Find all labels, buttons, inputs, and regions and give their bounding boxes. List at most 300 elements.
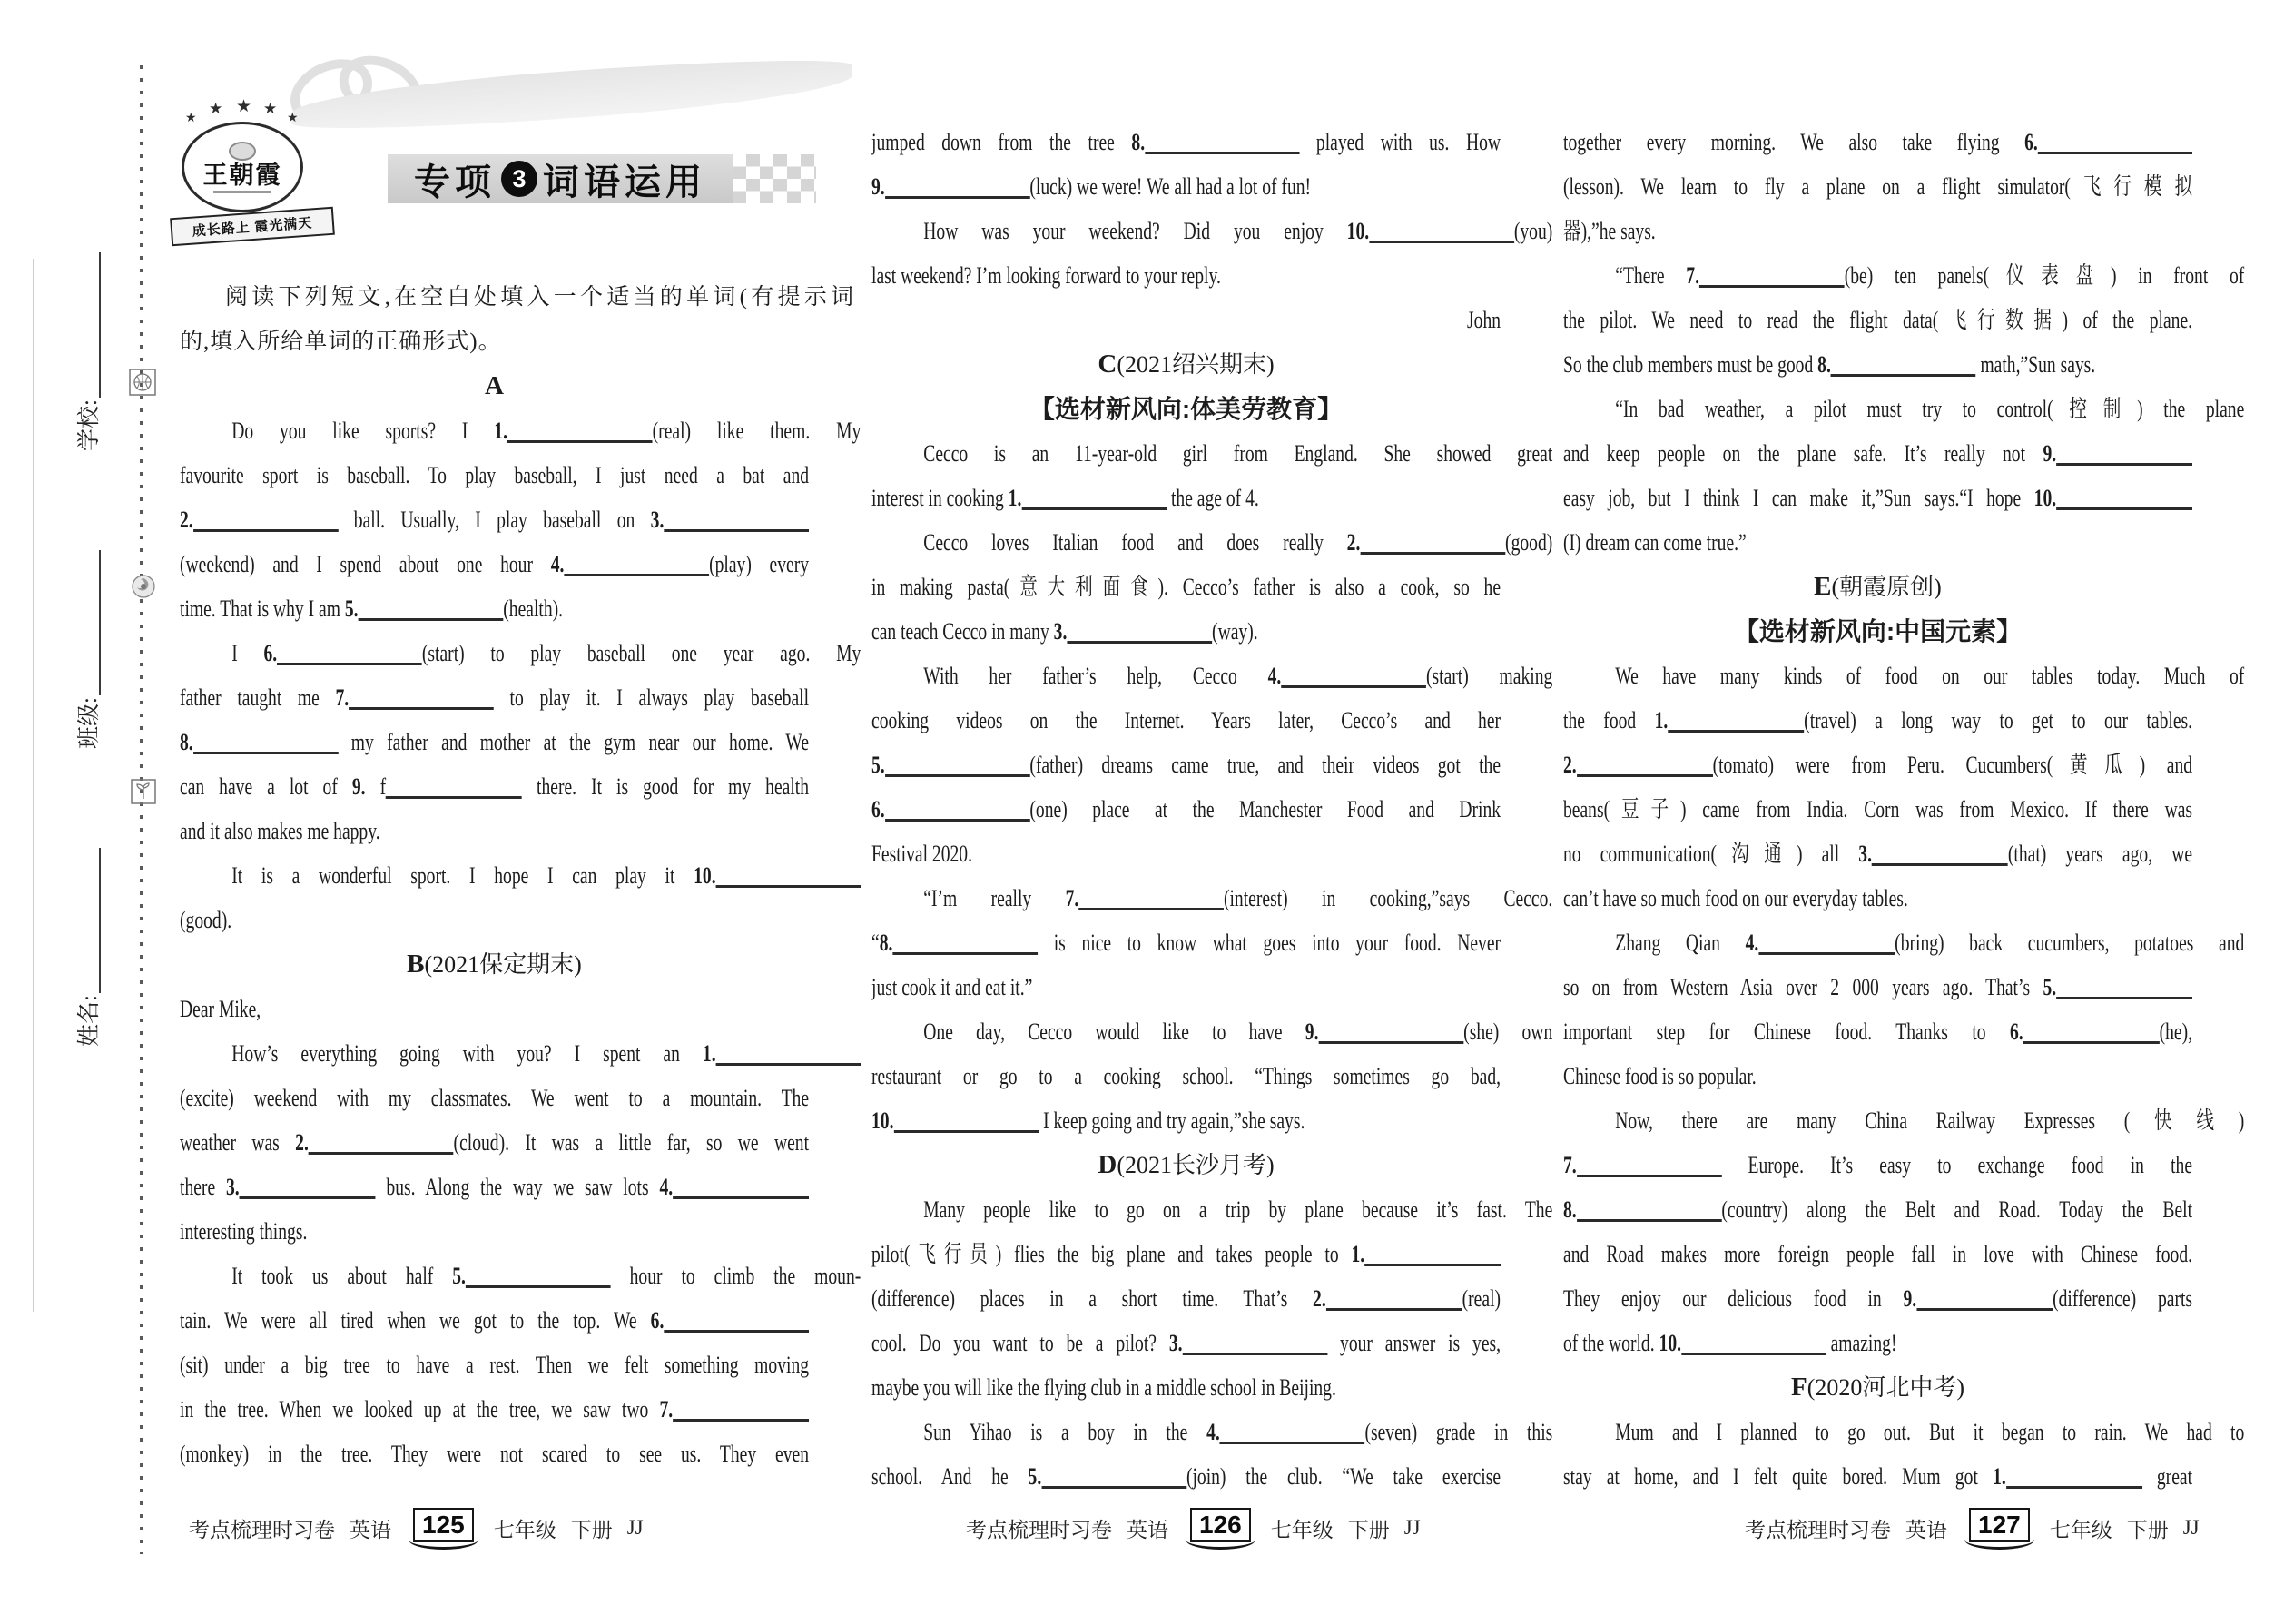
text-run: I keep going and try again,”she says. [1039, 1107, 1305, 1134]
text-run: Festival 2020. [871, 841, 972, 867]
text-line [180, 1298, 809, 1343]
text-run: tain. We were all tired when we got to the top. We [180, 1307, 651, 1334]
text-run: Now, there are many China Railway Expresses (快线) [1615, 1107, 2245, 1134]
text-run: (join) the club. “We take exercise [1186, 1463, 1501, 1490]
footer-volume: 下册 [570, 1518, 613, 1541]
answer-blank [1668, 727, 1804, 733]
answer-blank [1067, 638, 1212, 644]
question-number: 6. [2010, 1019, 2023, 1045]
logo-slogan-ribbon: 成长路上 霞光满天 [170, 207, 335, 246]
footer-series: 考点梳理时习卷 [1745, 1518, 1891, 1541]
question-number: D [1098, 1150, 1117, 1179]
answer-blank [1281, 683, 1426, 688]
text-line [871, 609, 1501, 654]
text-run: and Road makes more foreign people fall in love with Chinese food. [1563, 1241, 2193, 1267]
footer-edition-code: JJ [2182, 1516, 2200, 1539]
school-write-line [97, 252, 101, 398]
question-number: 5. [452, 1263, 466, 1289]
answer-blank [240, 1194, 376, 1199]
text-run: (bring) back cucumbers, potatoes and [1895, 930, 2245, 956]
text-line [1563, 1098, 2244, 1143]
text-line [871, 1321, 1501, 1365]
text-run: It took us about half [231, 1263, 453, 1289]
text-run: maybe you will like the flying club in a middle school in Beijing. [871, 1374, 1336, 1401]
text-run: (real) [1462, 1285, 1501, 1312]
footer-volume: 下册 [1347, 1518, 1390, 1541]
answer-blank [1577, 1216, 1722, 1222]
basketball-stamp-icon [129, 369, 156, 396]
text-run: So the club members must be good [1563, 351, 1818, 378]
text-line [871, 476, 1501, 520]
text-line [871, 1276, 1501, 1321]
question-number: 8. [1131, 129, 1146, 155]
text-line [1563, 920, 2244, 965]
text-run: How was your weekend? Did you enjoy [923, 218, 1347, 244]
text-run: pilot(飞行员) flies the big plane and takes people to [871, 1241, 1352, 1267]
text-line [1563, 832, 2192, 876]
text-line [871, 1054, 1501, 1098]
name-write-line [97, 848, 101, 993]
text-run: (health). [503, 595, 564, 622]
text-line [180, 1165, 809, 1209]
question-number: 7. [1686, 262, 1700, 289]
answer-blank [1360, 549, 1505, 555]
answer-blank [1577, 772, 1713, 777]
text-run: of the world. [1563, 1330, 1659, 1356]
text-run: (good). [180, 907, 232, 933]
text-run: (I) dream can come true.” [1563, 529, 1747, 556]
text-line [1563, 743, 2192, 787]
text-line [871, 164, 1501, 209]
text-line [1563, 298, 2192, 342]
text-line [1563, 609, 2192, 654]
text-run: (start) to play baseball one year ago. My [421, 640, 861, 666]
binding-dotted-line [140, 65, 143, 1554]
text-run: (excite) weekend with my classmates. We went to a mountain. The [180, 1085, 810, 1111]
text-run: (father) dreams came true, and their videos got the [1029, 752, 1501, 778]
text-run: favourite sport is baseball. To play baseball, I just need a bat and [180, 462, 810, 488]
text-run: the food [1563, 707, 1655, 733]
question-number: 2. [1346, 529, 1361, 556]
text-line [180, 275, 854, 320]
text-run: stay at home, and I felt quite bored. Mum got [1563, 1463, 1994, 1490]
text-line [180, 497, 809, 542]
text-run: I [231, 640, 264, 666]
footer-subject: 英语 [350, 1518, 391, 1541]
answer-blank [1183, 1350, 1328, 1355]
text-run: (you) [1513, 218, 1553, 244]
answer-blank [1021, 505, 1167, 510]
text-run: (travel) a long way to get to our tables. [1804, 707, 2193, 733]
footer-volume: 下册 [2126, 1518, 2169, 1541]
text-run: (tomato) were from Peru. Cucumbers(黄瓜) and [1712, 752, 2193, 778]
question-number: 3. [225, 1174, 240, 1200]
text-line [871, 965, 1501, 1009]
question-number: 10. [1346, 218, 1370, 244]
text-line [180, 1120, 809, 1165]
question-number: 8. [1563, 1196, 1577, 1223]
text-line [180, 408, 861, 453]
text-line [871, 1098, 1501, 1143]
text-run: “ [871, 930, 880, 956]
text-run: important step for Chinese food. Thanks to [1563, 1019, 2011, 1045]
question-number: C [1098, 349, 1117, 379]
text-run: (that) years ago, we [2007, 841, 2193, 867]
answer-blank [664, 527, 809, 532]
question-number: 2. [180, 507, 193, 533]
text-run: (2021保定期末) [424, 951, 582, 978]
text-line [180, 631, 861, 675]
text-run: in making pasta(意大利面食). Cecco’s father is also a cook, so he [871, 574, 1501, 600]
page-edge-line [33, 259, 34, 1312]
page-number-badge: 127 [1969, 1508, 2030, 1542]
text-run: Many people like to go on a trip by plane because it’s fast. The [923, 1196, 1553, 1223]
text-line [180, 720, 809, 764]
text-line [180, 675, 809, 720]
footer-subject: 英语 [1127, 1518, 1168, 1541]
answer-blank [507, 438, 653, 443]
text-run: (she) own [1463, 1019, 1553, 1045]
text-run: easy job, but I think I can make it,”Sun says.“I hope [1563, 485, 2034, 511]
text-line [180, 1432, 809, 1476]
publisher-logo [172, 94, 327, 240]
section-title-suffix: 词语运用 [543, 162, 706, 202]
text-line [871, 387, 1501, 431]
text-run: great [2141, 1463, 2193, 1490]
answer-blank [277, 660, 422, 665]
text-line [1563, 1009, 2192, 1054]
text-line [1563, 1187, 2192, 1232]
answer-blank [193, 527, 339, 532]
text-line [180, 809, 809, 853]
answer-blank [885, 193, 1030, 199]
question-number: E [1814, 572, 1832, 601]
logo-star-icon [236, 96, 251, 116]
answer-blank [673, 1416, 809, 1422]
question-number: 10. [694, 862, 716, 889]
text-run: John [1467, 307, 1501, 333]
section-title-banner [388, 154, 816, 203]
text-line [1563, 1410, 2244, 1454]
text-line [1563, 387, 2244, 431]
text-run: (weekend) and I spend about one hour [180, 551, 551, 577]
text-line [1563, 476, 2192, 520]
text-run: (real) like them. My [652, 418, 861, 444]
text-run: “I’m really [923, 885, 1066, 911]
text-line [871, 876, 1552, 920]
footer-grade: 七年级 [1270, 1518, 1334, 1541]
text-run: It is a wonderful sport. I hope I can play it [231, 862, 694, 889]
text-run: Dear Mike, [180, 996, 261, 1022]
answer-blank [2056, 460, 2192, 466]
text-run: there. It is good for my health [522, 773, 810, 800]
question-number: 9. [1903, 1285, 1917, 1312]
text-line [1563, 209, 2192, 253]
text-line [180, 320, 809, 364]
question-number: 2. [1313, 1285, 1326, 1312]
text-run: (sit) under a big tree to have a rest. Then we felt something moving [180, 1352, 810, 1378]
text-run: so on from Western Asia over 2 000 years ago. That’s [1563, 974, 2043, 1000]
text-run: (luck) we were! We all had a lot of fun! [1029, 173, 1312, 200]
question-number: 7. [659, 1396, 674, 1422]
question-number: 1. [494, 418, 507, 444]
text-line [180, 1343, 809, 1387]
text-line [1563, 876, 2192, 920]
question-number: 7. [335, 684, 350, 711]
answer-blank [1916, 1305, 2053, 1311]
answer-blank [673, 1194, 809, 1199]
text-run: Zhang Qian [1615, 930, 1746, 956]
text-line [1563, 120, 2192, 164]
text-run: (cloud). It was a little far, so we went [453, 1129, 810, 1156]
question-number: 10. [871, 1107, 894, 1134]
text-run: my father and mother at the gym near our home. We [338, 729, 810, 755]
text-run: 阅读下列短文,在空白处填入一个适当的单词(有提示词 [225, 285, 854, 310]
text-run: last weekend? I’m looking forward to your reply. [871, 262, 1221, 289]
text-line [1563, 1143, 2192, 1187]
text-run: (way). [1212, 618, 1258, 645]
text-run: (lesson). We learn to fly a plane on a flight simulator(飞行模拟 [1563, 173, 2193, 200]
question-number: 7. [1563, 1152, 1577, 1178]
text-run: interesting things. [180, 1218, 308, 1245]
text-line [1563, 698, 2192, 743]
text-run: weather was [180, 1129, 296, 1156]
question-number: 5. [2043, 974, 2057, 1000]
text-line [1563, 965, 2192, 1009]
text-line [1563, 1321, 2192, 1365]
text-run: bus. Along the way we saw lots [375, 1174, 660, 1200]
text-run: cooking videos on the Internet. Years later, Cecco’s and her [871, 707, 1501, 733]
text-line [1563, 1365, 2192, 1410]
text-run: (difference) places in a short time. That’s [871, 1285, 1314, 1312]
text-line [871, 1454, 1501, 1499]
question-number: 3. [1858, 841, 1872, 867]
question-number: 4. [550, 551, 565, 577]
text-run: 的,填入所给单词的正确形式)。 [180, 330, 502, 354]
text-line [180, 542, 809, 586]
text-run: (2021长沙月考) [1117, 1152, 1275, 1178]
answer-blank [193, 749, 339, 754]
text-run: ball. Usually, I play baseball on [338, 507, 651, 533]
text-run: Europe. It’s easy to exchange food in the [1721, 1152, 2193, 1178]
section-number-badge: 3 [501, 161, 537, 197]
text-line [1563, 1054, 2192, 1098]
text-line [180, 1254, 861, 1298]
text-run: your answer is yes, [1327, 1330, 1501, 1356]
answer-blank [466, 1283, 611, 1288]
answer-blank [2056, 994, 2192, 999]
question-number: 3. [650, 507, 665, 533]
text-line [180, 453, 809, 497]
question-number: 3. [1168, 1330, 1183, 1356]
text-line [180, 764, 809, 809]
question-number: 1. [702, 1040, 716, 1067]
answer-blank [1369, 238, 1514, 243]
question-number: 7. [1065, 885, 1079, 911]
answer-blank [664, 1327, 809, 1333]
answer-blank [1326, 1305, 1462, 1311]
question-number: 1. [1993, 1463, 2006, 1490]
answer-blank [1758, 950, 1895, 955]
answer-blank [1699, 282, 1845, 288]
text-line [1563, 1276, 2192, 1321]
text-run: just cook it and eat it.” [871, 974, 1033, 1000]
text-run: cool. Do you want to be a pilot? [871, 1330, 1169, 1356]
question-number: F [1790, 1373, 1807, 1402]
question-number: 9. [351, 773, 366, 800]
text-line [871, 209, 1552, 253]
text-line [871, 698, 1501, 743]
text-run: (start) making [1425, 663, 1553, 689]
text-run: Mum and I planned to go out. But it began to rain. We had to [1615, 1419, 2245, 1445]
text-run: and it also makes me happy. [180, 818, 380, 844]
question-number: 9. [2043, 440, 2057, 467]
text-run: played with us. How [1299, 129, 1501, 155]
answer-blank [309, 1149, 454, 1155]
text-run: (country) along the Belt and Road. Today the Belt [1721, 1196, 2193, 1223]
text-run: father taught me [180, 684, 336, 711]
text-line [871, 654, 1552, 698]
logo-brand-name: 王朝霞 [202, 161, 282, 189]
question-number: 10. [1659, 1330, 1682, 1356]
text-run: With her father’s help, Cecco [923, 663, 1268, 689]
text-run: school. And he [871, 1463, 1029, 1490]
text-run: interest in cooking [871, 485, 1009, 511]
footer-subject: 英语 [1905, 1518, 1947, 1541]
text-run: “There [1615, 262, 1687, 289]
text-run: (2020河北中考) [1807, 1374, 1965, 1401]
text-line [871, 520, 1552, 565]
question-number: B [407, 950, 425, 979]
class-label: 班级: [77, 697, 102, 749]
page-number-badge: 125 [413, 1508, 474, 1542]
text-line [180, 1209, 809, 1254]
answer-blank [2023, 1038, 2160, 1044]
logo-seal-circle [182, 122, 303, 212]
text-run: (monkey) in the tree. They were not scared to see us. They even [180, 1441, 810, 1467]
text-line [1563, 654, 2244, 698]
question-number: 2. [1563, 752, 1577, 778]
text-run: (good) [1505, 529, 1553, 556]
text-run: can teach Cecco in many [871, 618, 1054, 645]
text-run: beans(豆子) came from India. Corn was from Mexico. If there was [1563, 796, 2193, 822]
answer-blank [1318, 1038, 1463, 1044]
footer-edition-code: JJ [626, 1516, 644, 1539]
question-number: 8. [1817, 351, 1831, 378]
question-number: 4. [1206, 1419, 1220, 1445]
text-line [180, 1387, 809, 1432]
answer-blank [2038, 149, 2192, 154]
text-run: f [365, 773, 387, 800]
text-line [180, 942, 809, 987]
text-run: Do you like sports? I [231, 418, 495, 444]
text-run: One day, Cecco would like to have [923, 1019, 1305, 1045]
text-line [1563, 164, 2192, 209]
answer-blank [1364, 1261, 1501, 1266]
text-run: can have a lot of [180, 773, 352, 800]
text-line [180, 1031, 861, 1076]
answer-blank [349, 704, 494, 710]
text-run: to play it. I always play baseball [493, 684, 810, 711]
answer-blank [2006, 1483, 2142, 1489]
answer-blank [386, 793, 522, 799]
text-run: no communication(沟通) all [1563, 841, 1859, 867]
answer-blank [359, 615, 504, 621]
text-line [871, 1009, 1552, 1054]
logo-portrait-icon [229, 142, 256, 161]
answer-blank [885, 816, 1030, 822]
text-run: They enjoy our delicious food in [1563, 1285, 1904, 1312]
text-line [871, 920, 1501, 965]
text-line [1563, 431, 2192, 476]
text-line [871, 565, 1501, 609]
logo-star-icon [185, 111, 197, 125]
text-run: amazing! [1826, 1330, 1897, 1356]
text-line [871, 832, 1501, 876]
text-line [871, 298, 1508, 342]
text-run: 【选材新风向:中国元素】 [1733, 617, 2023, 645]
text-line [180, 853, 861, 898]
page-footer-126 [966, 1507, 1435, 1549]
text-line [1563, 342, 2192, 387]
text-run: jumped down from the tree [871, 129, 1132, 155]
answer-blank [716, 882, 861, 888]
footer-grade: 七年级 [2049, 1518, 2112, 1541]
text-line [871, 342, 1501, 387]
text-line [871, 253, 1501, 298]
question-number: 5. [1028, 1463, 1042, 1490]
section-title-prefix: 专项 [414, 162, 496, 202]
text-line [871, 431, 1552, 476]
school-label: 学校: [77, 399, 102, 451]
answer-blank [564, 571, 709, 576]
text-run: 器),”he says. [1563, 218, 1656, 244]
text-line [1563, 520, 2192, 565]
text-line [871, 1365, 1501, 1410]
page-125-text-column [180, 275, 861, 1476]
text-line [871, 743, 1501, 787]
text-run: in the tree. When we looked up at the tree, we saw two [180, 1396, 660, 1422]
text-run: (interest) in cooking,”says Cecco. [1223, 885, 1553, 911]
answer-blank [1681, 1350, 1826, 1355]
text-run: (difference) parts [2053, 1285, 2193, 1312]
text-run: (2021绍兴期末) [1117, 351, 1275, 378]
question-number: 1. [1351, 1241, 1365, 1267]
logo-star-icon [263, 100, 277, 118]
question-number: 10. [2033, 485, 2057, 511]
question-number: 6. [650, 1307, 665, 1334]
text-run: hour to climb the moun- [610, 1263, 861, 1289]
text-run: the pilot. We need to read the flight data(飞行数据) of the plane. [1563, 307, 2193, 333]
answer-blank [892, 950, 1038, 955]
question-number: 8. [879, 930, 893, 956]
text-run: Chinese food is so popular. [1563, 1063, 1757, 1089]
text-run: (one) place at the Manchester Food and Drink [1029, 796, 1501, 822]
question-number: 4. [1745, 930, 1759, 956]
text-line [871, 1232, 1501, 1276]
seedling-stamp-icon [131, 779, 156, 804]
text-line [871, 1143, 1501, 1187]
answer-blank [893, 1127, 1039, 1133]
text-run: Sun Yihao is a boy in the [923, 1419, 1207, 1445]
text-line [1563, 787, 2192, 832]
text-run: together every morning. We also take flying [1563, 129, 2025, 155]
text-run: We have many kinds of food on our tables today. Much of [1615, 663, 2245, 689]
page-footer-127 [1745, 1507, 2214, 1549]
footer-grade: 七年级 [493, 1518, 556, 1541]
answer-blank [1041, 1483, 1186, 1489]
page-126-text-column [871, 120, 1553, 1499]
